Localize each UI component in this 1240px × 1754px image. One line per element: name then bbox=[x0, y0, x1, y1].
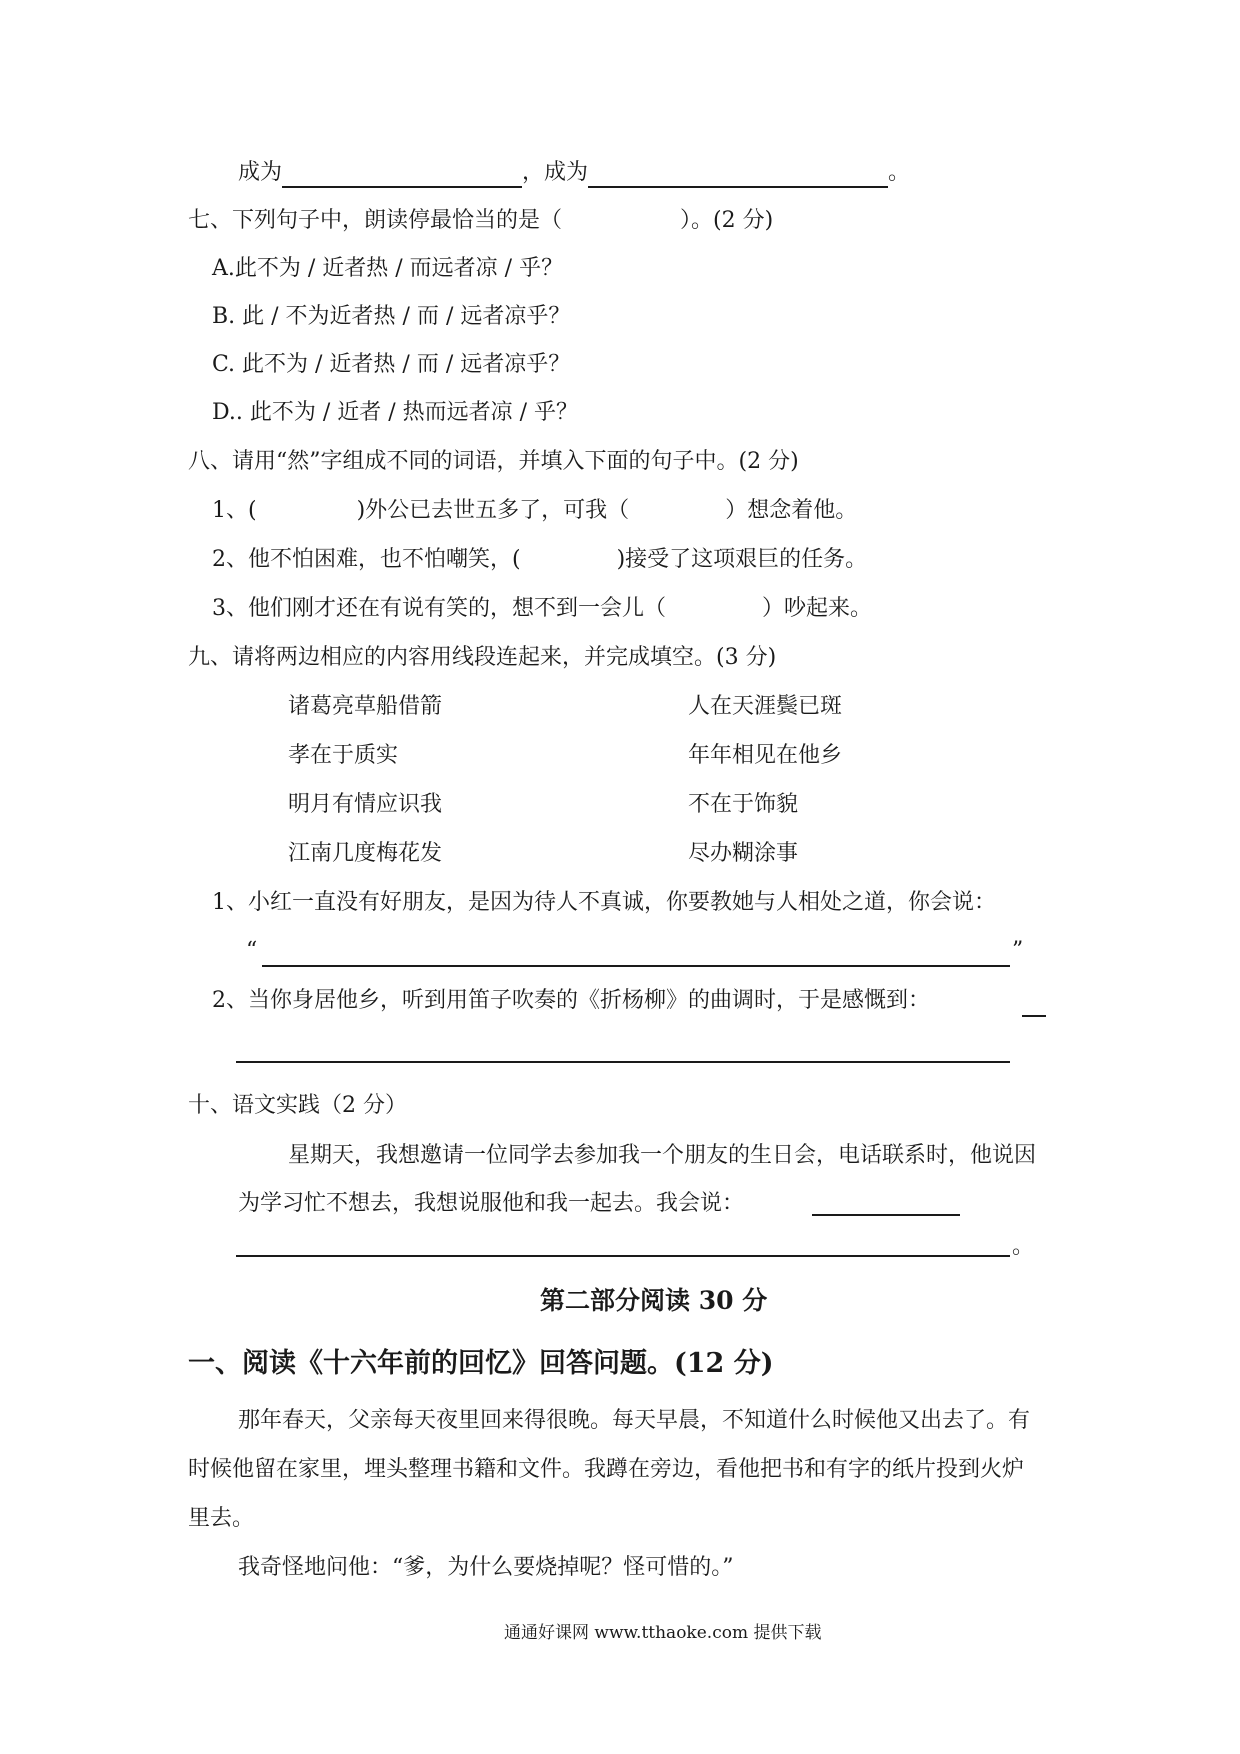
q10-blank-short[interactable] bbox=[812, 1214, 960, 1216]
reading1-para1-line1: 那年春天，父亲每天夜里回来得很晚。每天早晨，不知道什么时候他又出去了。有 bbox=[238, 1408, 1031, 1433]
q8-s1-part-a: 1、( bbox=[212, 498, 257, 523]
q10-end-mark: 。 bbox=[1012, 1234, 1035, 1259]
q10-answer-line[interactable] bbox=[236, 1255, 1010, 1257]
q9-left-item[interactable]: 诸葛亮草船借箭 bbox=[288, 694, 443, 719]
q10-heading: 十、语文实践（2 分） bbox=[188, 1093, 407, 1118]
q9-item-2-answer-line[interactable] bbox=[236, 1061, 1010, 1063]
q8-s3-part-a: 3、他们刚才还在有说有笑的，想不到一会儿（ bbox=[212, 596, 666, 621]
q8-s3-part-b: ）吵起来。 bbox=[762, 596, 873, 621]
reading1-para1-line3: 里去。 bbox=[188, 1506, 255, 1531]
q8-s1-part-b: )外公已去世五多了，可我（ bbox=[356, 498, 630, 523]
reading1-para1-line2: 时候他留在家里，埋头整理书籍和文件。我蹲在旁边，看他把书和有字的纸片投到火炉 bbox=[188, 1457, 1025, 1482]
q8-heading: 八、请用“然”字组成不同的词语，并填入下面的句子中。(2 分) bbox=[188, 449, 799, 474]
q7-option-d: D.. 此不为 / 近者 / 热而远者凉 / 乎？ bbox=[212, 400, 579, 425]
q9-item-2-blank-start[interactable] bbox=[1022, 1015, 1046, 1017]
part2-title: 第二部分阅读 30 分 bbox=[540, 1286, 768, 1315]
q9-left-item[interactable]: 江南几度梅花发 bbox=[288, 841, 443, 866]
q9-item-2 bbox=[212, 986, 930, 1016]
q9-left-item[interactable]: 孝在于质实 bbox=[288, 743, 399, 768]
q9-item-1: 1、小红一直没有好朋友，是因为待人不真诚，你要教她与人相处之道，你会说： bbox=[212, 890, 996, 915]
q7-heading-end: ）。(2 分) bbox=[680, 208, 774, 233]
q6-prefix: 成为 bbox=[238, 160, 283, 185]
q8-s2-part-b: )接受了这项艰巨的任务。 bbox=[616, 547, 868, 572]
q7-option-c: C. 此不为 / 近者热 / 而 / 远者凉乎？ bbox=[212, 352, 571, 377]
q7-option-a: A.此不为 / 近者热 / 而远者凉 / 乎？ bbox=[212, 256, 564, 281]
q7-heading-text: 七、下列句子中，朗读停最恰当的是（ bbox=[188, 208, 563, 233]
q10-para-line-2-text: 为学习忙不想去，我想说服他和我一起去。我会说： bbox=[238, 1191, 745, 1216]
q9-right-item[interactable]: 不在于饰貌 bbox=[688, 792, 799, 817]
q6-blank-2[interactable] bbox=[588, 162, 888, 188]
q9-item-2-text: 2、当你身居他乡，听到用笛子吹奏的《折杨柳》的曲调时，于是感慨到： bbox=[212, 988, 930, 1013]
q6-tail-line bbox=[238, 158, 910, 188]
q9-left-item[interactable]: 明月有情应识我 bbox=[288, 792, 443, 817]
q6-blank-1[interactable] bbox=[282, 162, 522, 188]
q9-item-1-close-quote: ” bbox=[1012, 938, 1024, 963]
q6-end: 。 bbox=[888, 160, 911, 185]
q9-heading: 九、请将两边相应的内容用线段连起来，并完成填空。(3 分) bbox=[188, 645, 777, 670]
q10-para-line-2 bbox=[238, 1189, 744, 1219]
page-footer: 通通好课网 www.tthaoke.com 提供下载 bbox=[504, 1623, 822, 1643]
q9-item-1-open-quote: “ bbox=[246, 938, 258, 963]
q10-para-line-1: 星期天，我想邀请一位同学去参加我一个朋友的生日会，电话联系时，他说因 bbox=[288, 1143, 1037, 1168]
q6-mid: ，成为 bbox=[522, 160, 589, 185]
q9-right-item[interactable]: 尽办糊涂事 bbox=[688, 841, 799, 866]
reading1-title: 一、阅读《十六年前的回忆》回答问题。(12 分) bbox=[188, 1348, 774, 1379]
q8-sentence-1 bbox=[212, 496, 857, 526]
q8-s1-part-c: ）想念着他。 bbox=[725, 498, 858, 523]
reading1-para2: 我奇怪地问他：“爹，为什么要烧掉呢？怪可惜的。” bbox=[238, 1555, 734, 1580]
q8-sentence-3 bbox=[212, 594, 872, 624]
q9-item-1-answer-line[interactable] bbox=[262, 965, 1010, 967]
q7-heading bbox=[188, 206, 773, 236]
q8-sentence-2 bbox=[212, 545, 867, 575]
q9-right-item[interactable]: 年年相见在他乡 bbox=[688, 743, 843, 768]
q9-right-item[interactable]: 人在天涯鬓已斑 bbox=[688, 694, 843, 719]
q7-option-b: B. 此 / 不为近者热 / 而 / 远者凉乎？ bbox=[212, 304, 571, 329]
q8-s2-part-a: 2、他不怕困难，也不怕嘲笑，( bbox=[212, 547, 521, 572]
